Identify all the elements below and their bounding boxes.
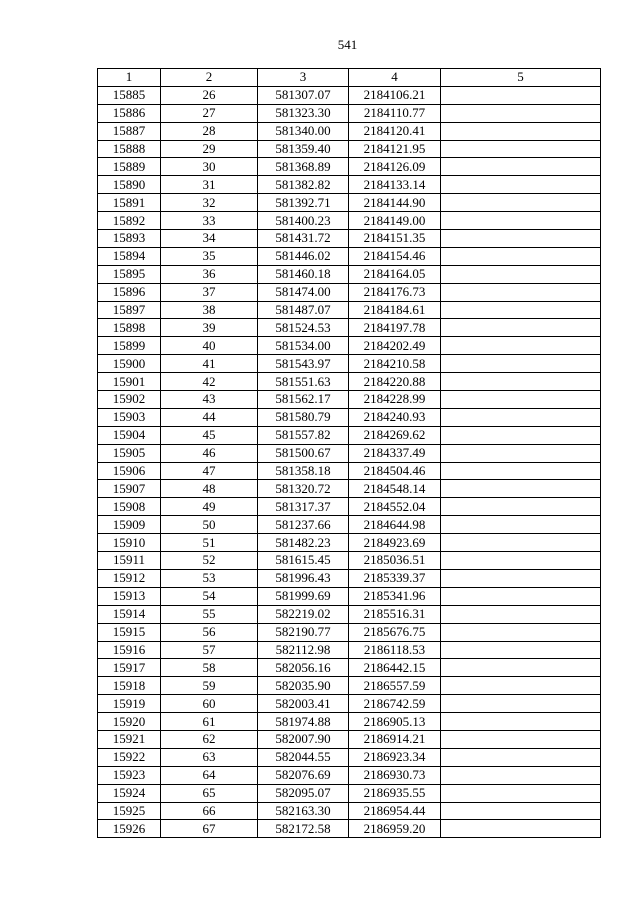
table-cell-col-5 bbox=[441, 623, 601, 641]
table-cell-col-2: 33 bbox=[161, 212, 258, 230]
table-cell-col-3: 582112.98 bbox=[258, 641, 349, 659]
table-cell-col-2: 57 bbox=[161, 641, 258, 659]
table-row bbox=[98, 766, 601, 784]
table-cell-col-4: 2186442.15 bbox=[349, 659, 441, 677]
table-cell-col-3: 581237.66 bbox=[258, 516, 349, 534]
table-cell-col-2: 52 bbox=[161, 552, 258, 570]
table-cell-col-3: 582190.77 bbox=[258, 623, 349, 641]
table-cell-col-3: 581460.18 bbox=[258, 265, 349, 283]
table-cell-col-3: 581382.82 bbox=[258, 176, 349, 194]
table-cell-col-2: 31 bbox=[161, 176, 258, 194]
table-cell-col-1: 15926 bbox=[98, 820, 161, 838]
table-cell-col-5 bbox=[441, 713, 601, 731]
table-cell-col-1: 15909 bbox=[98, 516, 161, 534]
table-cell-col-5 bbox=[441, 283, 601, 301]
table-cell-col-2: 59 bbox=[161, 677, 258, 695]
table-cell-col-1: 15885 bbox=[98, 86, 161, 104]
table-cell-col-2: 55 bbox=[161, 605, 258, 623]
table-cell-col-4: 2184220.88 bbox=[349, 373, 441, 391]
table-cell-col-2: 36 bbox=[161, 265, 258, 283]
table-cell-col-2: 46 bbox=[161, 444, 258, 462]
table-cell-col-1: 15892 bbox=[98, 212, 161, 230]
table-cell-col-2: 50 bbox=[161, 516, 258, 534]
table-cell-col-1: 15908 bbox=[98, 498, 161, 516]
table-cell-col-2: 49 bbox=[161, 498, 258, 516]
table-cell-col-4: 2186923.34 bbox=[349, 748, 441, 766]
table-row bbox=[98, 301, 601, 319]
table-cell-col-1: 15886 bbox=[98, 104, 161, 122]
table-row bbox=[98, 587, 601, 605]
table-cell-col-2: 60 bbox=[161, 695, 258, 713]
table-cell-col-4: 2184548.14 bbox=[349, 480, 441, 498]
table-row bbox=[98, 820, 601, 838]
table-cell-col-4: 2185676.75 bbox=[349, 623, 441, 641]
table-cell-col-4: 2186118.53 bbox=[349, 641, 441, 659]
table-row bbox=[98, 373, 601, 391]
table-cell-col-3: 581446.02 bbox=[258, 247, 349, 265]
table-cell-col-2: 42 bbox=[161, 373, 258, 391]
table-cell-col-4: 2184197.78 bbox=[349, 319, 441, 337]
table-cell-col-5 bbox=[441, 605, 601, 623]
table-row bbox=[98, 516, 601, 534]
table-cell-col-1: 15922 bbox=[98, 748, 161, 766]
table-cell-col-3: 581974.88 bbox=[258, 713, 349, 731]
table-cell-col-3: 581358.18 bbox=[258, 462, 349, 480]
table-cell-col-4: 2184120.41 bbox=[349, 122, 441, 140]
table-cell-col-1: 15906 bbox=[98, 462, 161, 480]
table-cell-col-5 bbox=[441, 766, 601, 784]
table-cell-col-2: 53 bbox=[161, 569, 258, 587]
table-row bbox=[98, 534, 601, 552]
table-cell-col-4: 2184106.21 bbox=[349, 86, 441, 104]
table-cell-col-4: 2185341.96 bbox=[349, 587, 441, 605]
table-cell-col-5 bbox=[441, 748, 601, 766]
table-cell-col-4: 2184144.90 bbox=[349, 194, 441, 212]
table-cell-col-2: 43 bbox=[161, 391, 258, 409]
table-cell-col-2: 56 bbox=[161, 623, 258, 641]
table-cell-col-4: 2184184.61 bbox=[349, 301, 441, 319]
table-row bbox=[98, 641, 601, 659]
table-cell-col-2: 37 bbox=[161, 283, 258, 301]
table-cell-col-4: 2184133.14 bbox=[349, 176, 441, 194]
table-cell-col-4: 2184923.69 bbox=[349, 534, 441, 552]
table-cell-col-5 bbox=[441, 212, 601, 230]
table-row bbox=[98, 212, 601, 230]
table-cell-col-4: 2186930.73 bbox=[349, 766, 441, 784]
table-cell-col-2: 27 bbox=[161, 104, 258, 122]
table-row bbox=[98, 408, 601, 426]
table-cell-col-1: 15916 bbox=[98, 641, 161, 659]
table-cell-col-5 bbox=[441, 569, 601, 587]
table-row bbox=[98, 498, 601, 516]
table-cell-col-4: 2184228.99 bbox=[349, 391, 441, 409]
table-row bbox=[98, 802, 601, 820]
table-cell-col-1: 15917 bbox=[98, 659, 161, 677]
table-cell-col-3: 581543.97 bbox=[258, 355, 349, 373]
table-cell-col-5 bbox=[441, 444, 601, 462]
table-cell-col-1: 15900 bbox=[98, 355, 161, 373]
table-row bbox=[98, 748, 601, 766]
table-cell-col-1: 15901 bbox=[98, 373, 161, 391]
table-cell-col-2: 64 bbox=[161, 766, 258, 784]
table-cell-col-2: 38 bbox=[161, 301, 258, 319]
table-cell-col-2: 66 bbox=[161, 802, 258, 820]
table-cell-col-5 bbox=[441, 140, 601, 158]
table-cell-col-5 bbox=[441, 820, 601, 838]
table-cell-col-5 bbox=[441, 552, 601, 570]
table-cell-col-5 bbox=[441, 534, 601, 552]
table-row bbox=[98, 283, 601, 301]
table-cell-col-2: 29 bbox=[161, 140, 258, 158]
table-cell-col-4: 2184154.46 bbox=[349, 247, 441, 265]
table-cell-col-3: 582076.69 bbox=[258, 766, 349, 784]
table-cell-col-3: 581996.43 bbox=[258, 569, 349, 587]
table-cell-col-2: 41 bbox=[161, 355, 258, 373]
table-cell-col-1: 15918 bbox=[98, 677, 161, 695]
table-cell-col-4: 2184164.05 bbox=[349, 265, 441, 283]
table-cell-col-3: 581323.30 bbox=[258, 104, 349, 122]
table-cell-col-3: 582056.16 bbox=[258, 659, 349, 677]
table-row bbox=[98, 355, 601, 373]
table-row bbox=[98, 247, 601, 265]
table-cell-col-4: 2184121.95 bbox=[349, 140, 441, 158]
table-cell-col-3: 581340.00 bbox=[258, 122, 349, 140]
table-cell-col-5 bbox=[441, 480, 601, 498]
table-cell-col-4: 2186954.44 bbox=[349, 802, 441, 820]
table-cell-col-3: 581307.07 bbox=[258, 86, 349, 104]
table-cell-col-1: 15889 bbox=[98, 158, 161, 176]
table-cell-col-5 bbox=[441, 355, 601, 373]
table-cell-col-4: 2186742.59 bbox=[349, 695, 441, 713]
table-cell-col-5 bbox=[441, 408, 601, 426]
table-cell-col-2: 40 bbox=[161, 337, 258, 355]
table-cell-col-5 bbox=[441, 426, 601, 444]
table-cell-col-5 bbox=[441, 337, 601, 355]
table-cell-col-5 bbox=[441, 784, 601, 802]
table-cell-col-4: 2184552.04 bbox=[349, 498, 441, 516]
table-cell-col-3: 582219.02 bbox=[258, 605, 349, 623]
table-cell-col-3: 582044.55 bbox=[258, 748, 349, 766]
page-number: 541 bbox=[337, 37, 358, 52]
table-cell-col-5 bbox=[441, 373, 601, 391]
table-cell-col-5 bbox=[441, 498, 601, 516]
table-cell-col-4: 2185036.51 bbox=[349, 552, 441, 570]
table-cell-col-4: 2184202.49 bbox=[349, 337, 441, 355]
table-cell-col-3: 582003.41 bbox=[258, 695, 349, 713]
table-cell-col-5 bbox=[441, 230, 601, 248]
table-cell-col-3: 582172.58 bbox=[258, 820, 349, 838]
table-cell-col-1: 15925 bbox=[98, 802, 161, 820]
table-row bbox=[98, 444, 601, 462]
table-row bbox=[98, 552, 601, 570]
table-cell-col-1: 15899 bbox=[98, 337, 161, 355]
table-cell-col-2: 54 bbox=[161, 587, 258, 605]
table-cell-col-3: 581524.53 bbox=[258, 319, 349, 337]
table-cell-col-4: 2184210.58 bbox=[349, 355, 441, 373]
table-cell-col-5 bbox=[441, 695, 601, 713]
table-row bbox=[98, 122, 601, 140]
table-cell-col-5 bbox=[441, 86, 601, 104]
table-cell-col-2: 58 bbox=[161, 659, 258, 677]
table-cell-col-1: 15911 bbox=[98, 552, 161, 570]
table-cell-col-4: 2184644.98 bbox=[349, 516, 441, 534]
table-cell-col-2: 34 bbox=[161, 230, 258, 248]
table-row bbox=[98, 86, 601, 104]
table-cell-col-5 bbox=[441, 104, 601, 122]
table-cell-col-1: 15915 bbox=[98, 623, 161, 641]
table-cell-col-2: 45 bbox=[161, 426, 258, 444]
table-cell-col-4: 2184176.73 bbox=[349, 283, 441, 301]
table-row bbox=[98, 104, 601, 122]
table-cell-col-3: 581482.23 bbox=[258, 534, 349, 552]
table-cell-col-5 bbox=[441, 659, 601, 677]
table-cell-col-4: 2184240.93 bbox=[349, 408, 441, 426]
table-row bbox=[98, 140, 601, 158]
table-cell-col-4: 2184110.77 bbox=[349, 104, 441, 122]
table-row bbox=[98, 426, 601, 444]
table-cell-col-4: 2184504.46 bbox=[349, 462, 441, 480]
table-cell-col-5 bbox=[441, 301, 601, 319]
table-cell-col-5 bbox=[441, 194, 601, 212]
table-row bbox=[98, 569, 601, 587]
table-cell-col-1: 15910 bbox=[98, 534, 161, 552]
table-row bbox=[98, 605, 601, 623]
table-cell-col-2: 51 bbox=[161, 534, 258, 552]
table-cell-col-3: 581999.69 bbox=[258, 587, 349, 605]
column-header-5: 5 bbox=[441, 69, 601, 87]
table-cell-col-5 bbox=[441, 516, 601, 534]
table-cell-col-5 bbox=[441, 462, 601, 480]
table-cell-col-4: 2184337.49 bbox=[349, 444, 441, 462]
table-body bbox=[98, 86, 601, 837]
table-cell-col-2: 32 bbox=[161, 194, 258, 212]
table-cell-col-3: 581368.89 bbox=[258, 158, 349, 176]
table-cell-col-1: 15923 bbox=[98, 766, 161, 784]
table-cell-col-4: 2186905.13 bbox=[349, 713, 441, 731]
table-row bbox=[98, 784, 601, 802]
table-row bbox=[98, 730, 601, 748]
table-cell-col-5 bbox=[441, 247, 601, 265]
table-cell-col-3: 581615.45 bbox=[258, 552, 349, 570]
table-cell-col-1: 15898 bbox=[98, 319, 161, 337]
table-row bbox=[98, 194, 601, 212]
table-cell-col-2: 28 bbox=[161, 122, 258, 140]
table-cell-col-3: 581562.17 bbox=[258, 391, 349, 409]
column-header-3: 3 bbox=[258, 69, 349, 87]
table-cell-col-5 bbox=[441, 641, 601, 659]
table-cell-col-3: 581580.79 bbox=[258, 408, 349, 426]
table-row bbox=[98, 391, 601, 409]
table-cell-col-1: 15893 bbox=[98, 230, 161, 248]
table-cell-col-3: 581400.23 bbox=[258, 212, 349, 230]
table-cell-col-4: 2186959.20 bbox=[349, 820, 441, 838]
table-cell-col-4: 2186935.55 bbox=[349, 784, 441, 802]
column-header-1: 1 bbox=[98, 69, 161, 87]
table-cell-col-3: 581320.72 bbox=[258, 480, 349, 498]
table-cell-col-3: 582095.07 bbox=[258, 784, 349, 802]
table-cell-col-1: 15903 bbox=[98, 408, 161, 426]
table-cell-col-2: 35 bbox=[161, 247, 258, 265]
table-cell-col-5 bbox=[441, 158, 601, 176]
table-cell-col-1: 15924 bbox=[98, 784, 161, 802]
coordinates-table bbox=[97, 68, 601, 838]
table-cell-col-2: 67 bbox=[161, 820, 258, 838]
table-cell-col-4: 2186557.59 bbox=[349, 677, 441, 695]
table-cell-col-1: 15914 bbox=[98, 605, 161, 623]
table-cell-col-2: 61 bbox=[161, 713, 258, 731]
table-header-row bbox=[98, 69, 601, 87]
table-cell-col-1: 15907 bbox=[98, 480, 161, 498]
table-cell-col-1: 15895 bbox=[98, 265, 161, 283]
table-row bbox=[98, 176, 601, 194]
table-cell-col-1: 15890 bbox=[98, 176, 161, 194]
table-cell-col-3: 581557.82 bbox=[258, 426, 349, 444]
table-cell-col-1: 15891 bbox=[98, 194, 161, 212]
table-cell-col-2: 65 bbox=[161, 784, 258, 802]
table-row bbox=[98, 319, 601, 337]
table-cell-col-1: 15897 bbox=[98, 301, 161, 319]
column-header-2: 2 bbox=[161, 69, 258, 87]
table-cell-col-1: 15913 bbox=[98, 587, 161, 605]
table-cell-col-1: 15896 bbox=[98, 283, 161, 301]
table-cell-col-1: 15887 bbox=[98, 122, 161, 140]
table-cell-col-3: 582163.30 bbox=[258, 802, 349, 820]
table-cell-col-1: 15919 bbox=[98, 695, 161, 713]
table-row bbox=[98, 659, 601, 677]
table-cell-col-2: 63 bbox=[161, 748, 258, 766]
table-row bbox=[98, 158, 601, 176]
table-cell-col-1: 15888 bbox=[98, 140, 161, 158]
column-header-4: 4 bbox=[349, 69, 441, 87]
table-cell-col-3: 582007.90 bbox=[258, 730, 349, 748]
table-cell-col-1: 15902 bbox=[98, 391, 161, 409]
table-cell-col-3: 581487.07 bbox=[258, 301, 349, 319]
table-cell-col-5 bbox=[441, 319, 601, 337]
table-cell-col-3: 581474.00 bbox=[258, 283, 349, 301]
table-cell-col-2: 62 bbox=[161, 730, 258, 748]
table-cell-col-5 bbox=[441, 176, 601, 194]
table-cell-col-3: 581534.00 bbox=[258, 337, 349, 355]
table-cell-col-5 bbox=[441, 802, 601, 820]
table-cell-col-5 bbox=[441, 122, 601, 140]
table-cell-col-4: 2184151.35 bbox=[349, 230, 441, 248]
table-cell-col-5 bbox=[441, 730, 601, 748]
table-cell-col-5 bbox=[441, 587, 601, 605]
table-cell-col-1: 15921 bbox=[98, 730, 161, 748]
table-cell-col-2: 44 bbox=[161, 408, 258, 426]
table-cell-col-1: 15905 bbox=[98, 444, 161, 462]
table-row bbox=[98, 337, 601, 355]
table-row bbox=[98, 462, 601, 480]
table-cell-col-2: 48 bbox=[161, 480, 258, 498]
table-cell-col-4: 2184269.62 bbox=[349, 426, 441, 444]
table-cell-col-3: 581551.63 bbox=[258, 373, 349, 391]
table-cell-col-1: 15894 bbox=[98, 247, 161, 265]
table-cell-col-3: 581392.71 bbox=[258, 194, 349, 212]
table-row bbox=[98, 265, 601, 283]
table-cell-col-5 bbox=[441, 265, 601, 283]
table-cell-col-4: 2185516.31 bbox=[349, 605, 441, 623]
table-cell-col-3: 581500.67 bbox=[258, 444, 349, 462]
table-cell-col-1: 15912 bbox=[98, 569, 161, 587]
table-cell-col-1: 15904 bbox=[98, 426, 161, 444]
table-row bbox=[98, 713, 601, 731]
table-row bbox=[98, 695, 601, 713]
table-cell-col-2: 47 bbox=[161, 462, 258, 480]
table-cell-col-5 bbox=[441, 677, 601, 695]
table-cell-col-4: 2184149.00 bbox=[349, 212, 441, 230]
table-cell-col-3: 581359.40 bbox=[258, 140, 349, 158]
table-cell-col-1: 15920 bbox=[98, 713, 161, 731]
table-cell-col-2: 30 bbox=[161, 158, 258, 176]
table-row bbox=[98, 230, 601, 248]
table-cell-col-5 bbox=[441, 391, 601, 409]
table-cell-col-4: 2184126.09 bbox=[349, 158, 441, 176]
table-cell-col-3: 581431.72 bbox=[258, 230, 349, 248]
table-cell-col-3: 581317.37 bbox=[258, 498, 349, 516]
table-cell-col-4: 2186914.21 bbox=[349, 730, 441, 748]
table-cell-col-2: 26 bbox=[161, 86, 258, 104]
table-cell-col-3: 582035.90 bbox=[258, 677, 349, 695]
table-row bbox=[98, 623, 601, 641]
table-cell-col-4: 2185339.37 bbox=[349, 569, 441, 587]
table-row bbox=[98, 677, 601, 695]
table-cell-col-2: 39 bbox=[161, 319, 258, 337]
table-row bbox=[98, 480, 601, 498]
